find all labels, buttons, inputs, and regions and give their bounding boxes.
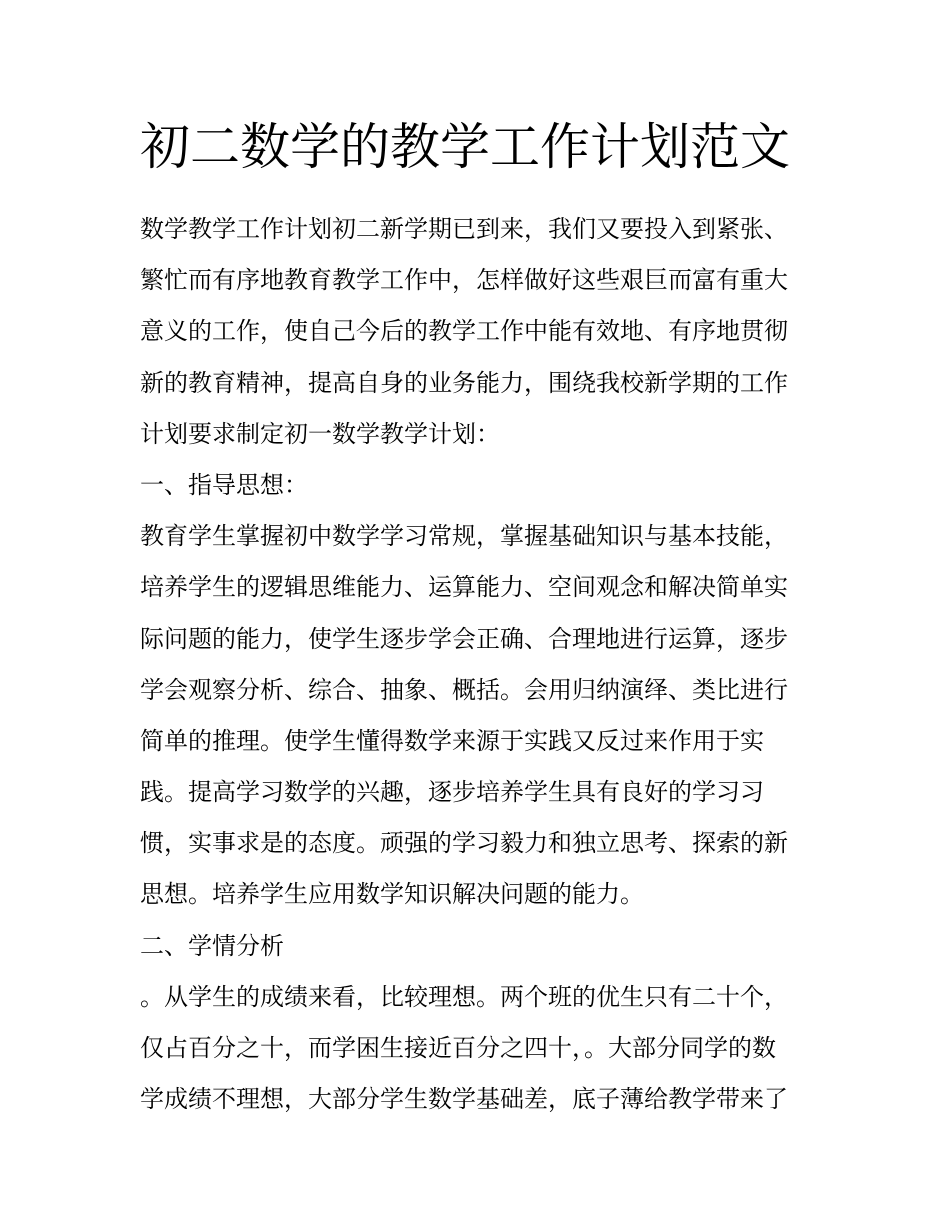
text-line: 教育学生掌握初中数学学习常规，掌握基础知识与基本技能， — [140, 522, 788, 551]
document-page — [140, 112, 820, 1125]
text-line: 意义的工作，使自己今后的教学工作中能有效地、有序地贯彻 — [140, 317, 788, 346]
text-line: 繁忙而有序地教育教学工作中，怎样做好这些艰巨而富有重大 — [140, 266, 788, 295]
text-line: 践。提高学习数学的兴趣，逐步培养学生具有良好的学习习 — [140, 778, 764, 807]
text-line: 新的教育精神，提高自身的业务能力，围绕我校新学期的工作 — [140, 368, 788, 397]
text-line: 数学教学工作计划初二新学期已到来，我们又要投入到紧张、 — [140, 215, 788, 243]
text-line: 惯，实事求是的态度。顽强的学习毅力和独立思考、探索的新 — [140, 829, 788, 858]
text-line: 。从学生的成绩来看，比较理想。两个班的优生只有二十个， — [140, 982, 788, 1011]
text-line: 计划要求制定初一数学教学计划： — [140, 419, 500, 448]
document-title: 初二数学的教学工作计划范文 — [140, 118, 790, 176]
text-line: 际问题的能力，使学生逐步学会正确、合理地进行运算，逐步 — [140, 624, 788, 653]
text-line: 仅占百分之十，而学困生接近百分之四十，。大部分同学的数 — [140, 1034, 776, 1062]
text-line: 学会观察分析、综合、抽象、概括。会用归纳演绎、类比进行 — [140, 675, 788, 704]
section-heading-student-analysis: 二、学情分析 — [140, 931, 284, 960]
text-line: 培养学生的逻辑思维能力、运算能力、空间观念和解决简单实 — [140, 573, 788, 602]
text-line: 思想。培养学生应用数学知识解决问题的能力。 — [140, 880, 644, 909]
section-heading-guiding-thought: 一、指导思想： — [140, 470, 308, 499]
text-line: 学成绩不理想，大部分学生数学基础差，底子薄给教学带来了 — [140, 1085, 788, 1114]
document-body — [140, 204, 820, 1125]
text-line: 简单的推理。使学生懂得数学来源于实践又反过来作用于实 — [140, 726, 764, 755]
